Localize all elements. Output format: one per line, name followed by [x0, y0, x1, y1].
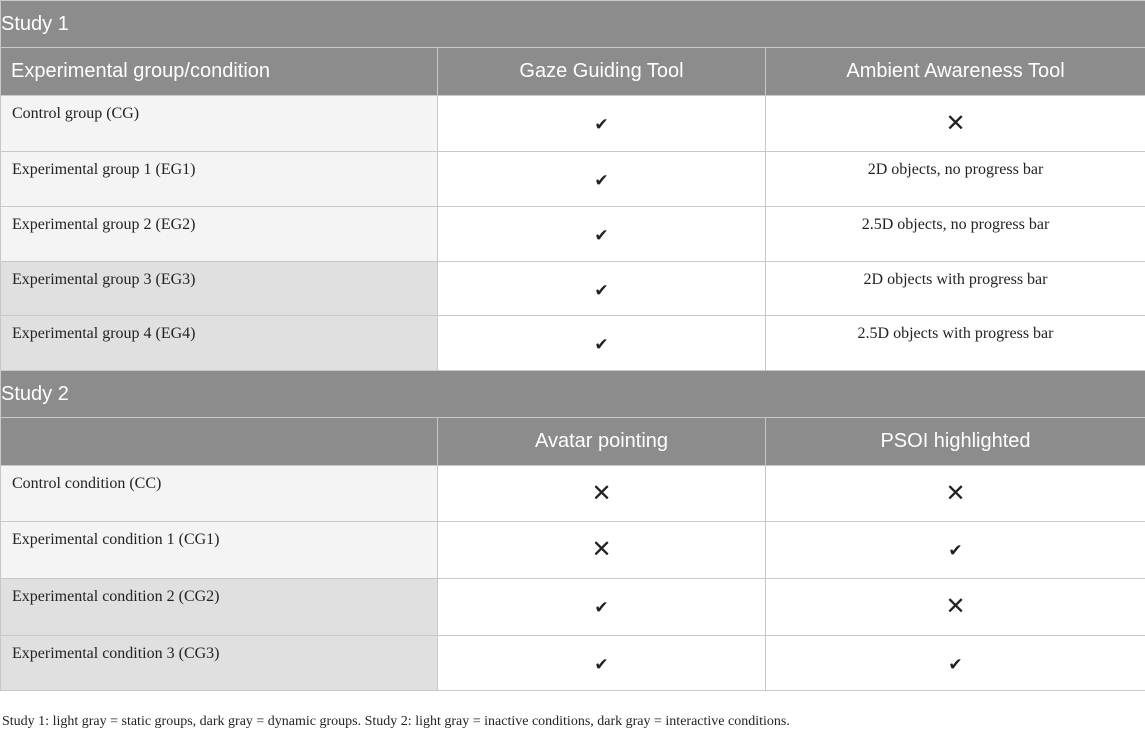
column-header-psoi-highlighted: PSOI highlighted	[766, 418, 1145, 466]
cell-text: 2.5D objects with progress bar	[857, 325, 1054, 342]
cross-icon: ✕	[945, 594, 966, 620]
row-label: Experimental group 4 (EG4)	[1, 316, 438, 371]
check-icon: ✔	[948, 541, 963, 560]
table-row	[1, 152, 1145, 207]
cross-icon: ✕	[945, 481, 966, 507]
column-header-avatar-pointing: Avatar pointing	[438, 418, 766, 466]
table-footnote: Study 1: light gray = static groups, dark gray = dynamic groups. Study 2: light gray = inactive conditions, dark gray = interactive conditions.	[2, 714, 790, 729]
check-icon: ✔	[594, 281, 609, 300]
check-icon: ✔	[594, 335, 609, 354]
column-header-ambient-awareness: Ambient Awareness Tool	[766, 48, 1145, 96]
table-row	[1, 262, 1145, 316]
row-label: Experimental condition 3 (CG3)	[1, 636, 438, 691]
check-icon: ✔	[594, 598, 609, 617]
row-label: Experimental group 2 (EG2)	[1, 207, 438, 262]
check-icon: ✔	[594, 655, 609, 674]
study1-header-row	[1, 48, 1145, 96]
column-header-condition: Experimental group/condition	[1, 48, 438, 96]
table-row	[1, 316, 1145, 371]
study1-title-row	[1, 1, 1145, 48]
check-icon: ✔	[948, 655, 963, 674]
row-label: Experimental condition 1 (CG1)	[1, 522, 438, 579]
cell-text: 2D objects with progress bar	[863, 271, 1048, 288]
row-label: Control group (CG)	[1, 96, 438, 152]
row-label: Experimental group 1 (EG1)	[1, 152, 438, 207]
cross-icon: ✕	[591, 481, 612, 507]
table-row	[1, 96, 1145, 152]
row-label: Control condition (CC)	[1, 466, 438, 522]
cell-text: 2D objects, no progress bar	[867, 161, 1044, 178]
column-header-gaze-guiding: Gaze Guiding Tool	[438, 48, 766, 96]
row-label: Experimental condition 2 (CG2)	[1, 579, 438, 636]
cell-text: 2.5D objects, no progress bar	[861, 216, 1050, 233]
study1-title: Study 1	[1, 1, 1145, 48]
study2-header-row	[1, 418, 1145, 466]
column-header-condition	[1, 418, 438, 466]
table-row	[1, 522, 1145, 579]
study2-title-row	[1, 371, 1145, 418]
study2-title: Study 2	[1, 371, 1145, 418]
row-label: Experimental group 3 (EG3)	[1, 262, 438, 316]
check-icon: ✔	[594, 171, 609, 190]
table-row	[1, 466, 1145, 522]
table-row	[1, 636, 1145, 691]
check-icon: ✔	[594, 115, 609, 134]
table-row	[1, 207, 1145, 262]
cross-icon: ✕	[945, 111, 966, 137]
table-row	[1, 579, 1145, 636]
check-icon: ✔	[594, 226, 609, 245]
cross-icon: ✕	[591, 537, 612, 563]
